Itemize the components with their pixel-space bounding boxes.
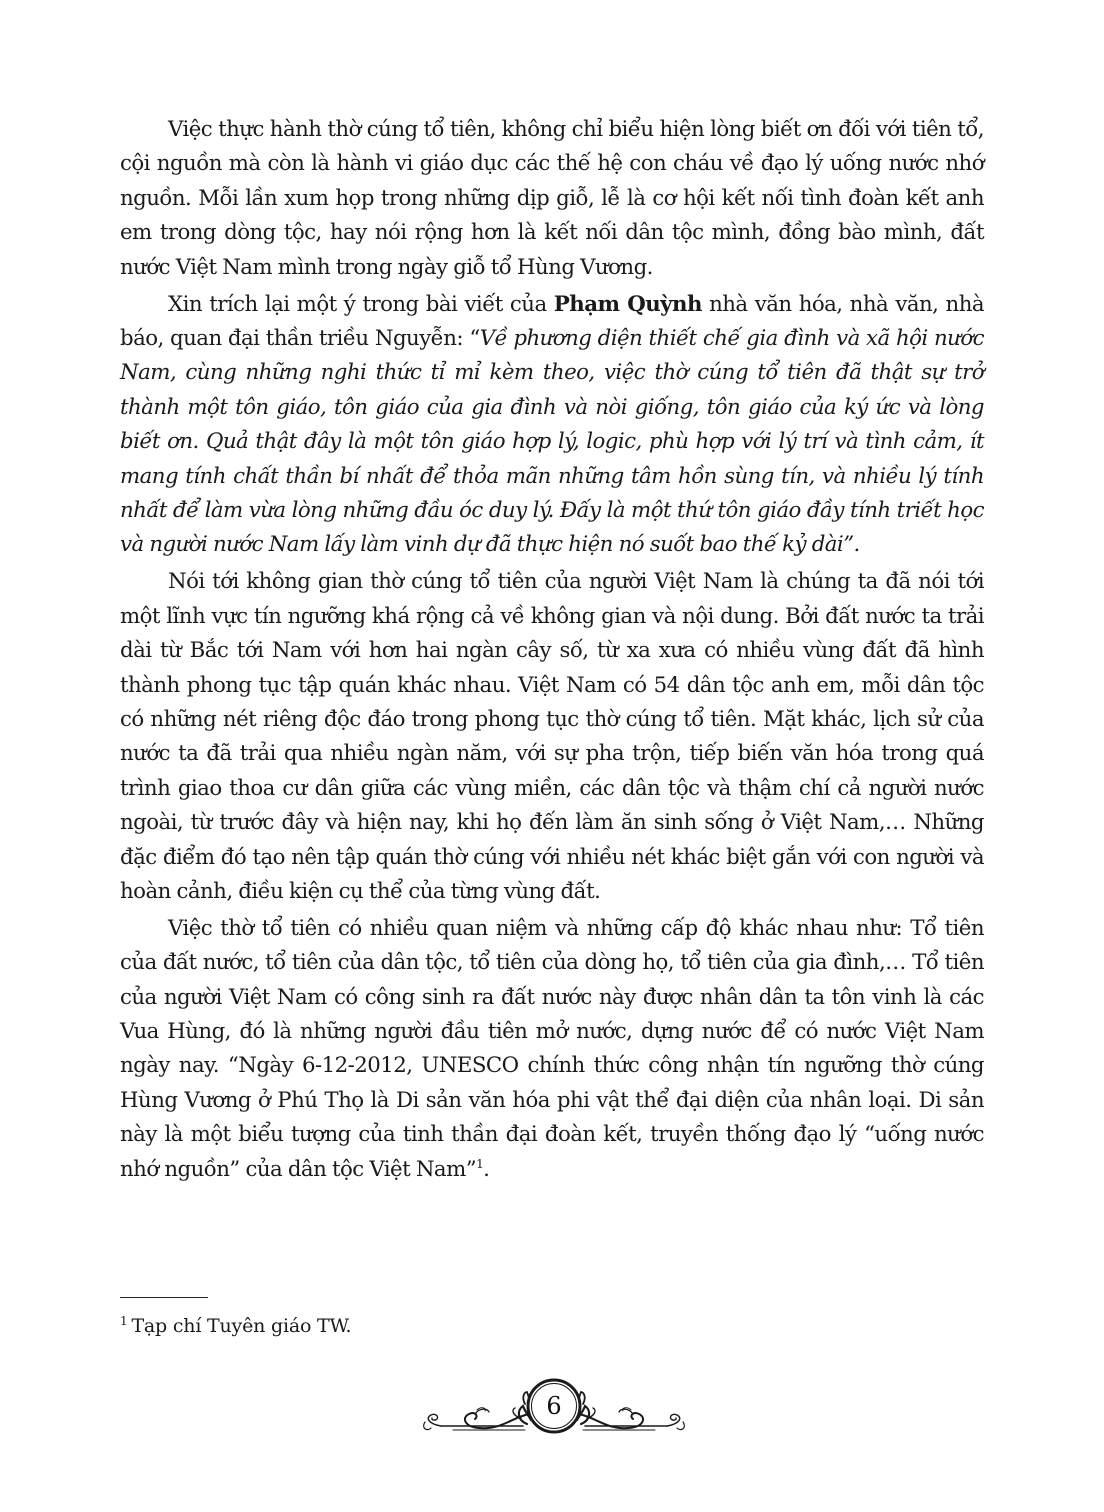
page-number: 6 bbox=[546, 1392, 562, 1420]
text-segment: . bbox=[483, 1156, 490, 1182]
text-segment: nhà văn hóa, nhà văn, nhà báo, quan đại thần triều Nguyễn: “ bbox=[120, 291, 985, 351]
footnote-reference: 1 bbox=[476, 1156, 484, 1171]
body-text bbox=[120, 113, 984, 1190]
footnote-separator bbox=[120, 1297, 208, 1298]
paragraph-3 bbox=[120, 565, 984, 909]
text-segment: Việc thực hành thờ cúng tổ tiên, không chỉ biểu hiện lòng biết ơn đối với tiên tổ, cội nguồn mà còn là hành vi giáo dục các thế hệ con cháu về đạo lý uống nước nhớ nguồn. Mỗi lần xum họp trong những dịp giỗ, lễ là cơ hội kết nối tình đoàn kết anh em trong dòng tộc, hay nói rộng hơn là kết nối dân tộc mình, đồng bào mình, đất nước Việt Nam mình trong ngày giỗ tổ Hùng Vương. bbox=[120, 117, 984, 280]
text-segment: Xin trích lại một ý trong bài viết của bbox=[168, 291, 554, 317]
paragraph-1 bbox=[120, 113, 984, 285]
paragraph-4 bbox=[120, 912, 984, 1187]
footnote-marker: 1 bbox=[120, 1314, 128, 1328]
text-segment: Nói tới không gian thờ cúng tổ tiên của người Việt Nam là chúng ta đã nói tới một lĩnh vực tín ngưỡng khá rộng cả về không gian và nội dung. Bởi đất nước ta trải dài từ Bắc tới Nam với hơn hai ngàn cây số, từ xa xưa có nhiều vùng đất đã hình thành phong tục tập quán khác nhau. Việt Nam có 54 dân tộc anh em, mỗi dân tộc có những nét riêng độc đáo trong phong tục thờ cúng tổ tiên. Mặt khác, lịch sử của nước ta đã trải qua nhiều ngàn năm, với sự pha trộn, tiếp biến văn hóa trong quá trình giao thoa cư dân giữa các vùng miền, các dân tộc và thậm chí cả người nước ngoài, từ trước đây và hiện nay, khi họ đến làm ăn sinh sống ở Việt Nam,… Những đặc điểm đó tạo nên tập quán thờ cúng với nhiều nét khác biệt gắn với con người và hoàn cảnh, điều kiện cụ thể của từng vùng đất. bbox=[120, 569, 984, 904]
text-segment: Việc thờ tổ tiên có nhiều quan niệm và những cấp độ khác nhau như: Tổ tiên của đất nước, tổ tiên của dân tộc, tổ tiên của dòng họ, tổ tiên của gia đình,… Tổ tiên của người Việt Nam có công sinh ra đất nước này được nhân dân ta tôn vinh là các Vua Hùng, đó là những người đầu tiên mở nước, dựng nước để có nước Việt Nam ngày nay. “Ngày 6-12-2012, UNESCO chính thức công nhận tín ngưỡng thờ cúng Hùng Vương ở Phú Thọ là Di sản văn hóa phi vật thể đại diện của nhân loại. Di sản này là một biểu tượng của tinh thần đại đoàn kết, truyền thống đạo lý “uống nước nhớ nguồn” của dân tộc Việt Nam” bbox=[120, 915, 984, 1182]
bold-author-name: Phạm Quỳnh bbox=[553, 291, 702, 317]
italic-quotation: ”. bbox=[843, 532, 860, 558]
footnote bbox=[120, 1313, 351, 1339]
page-number-ornament bbox=[413, 1378, 695, 1444]
italic-quotation: Về phương diện thiết chế gia đình và xã hội nước Nam, cùng những nghi thức tỉ mỉ kèm theo, việc thờ cúng tổ tiên đã thật sự trở thành một tôn giáo, tôn giáo của gia đình và nòi giống, tôn giáo của ký ức và lòng biết ơn. Quả thật đây là một tôn giáo hợp lý, logic, phù hợp với lý trí và tình cảm, ít mang tính chất thần bí nhất để thỏa mãn những tâm hồn sùng tín, và nhiều lý tính nhất để làm vừa lòng những đầu óc duy lý. Đấy là một thứ tôn giáo đầy tính triết học và người nước Nam lấy làm vinh dự đã thực hiện nó suốt bao thế kỷ dài bbox=[120, 325, 984, 558]
paragraph-2-quote bbox=[120, 288, 984, 563]
footnote-text: Tạp chí Tuyên giáo TW. bbox=[131, 1315, 352, 1337]
